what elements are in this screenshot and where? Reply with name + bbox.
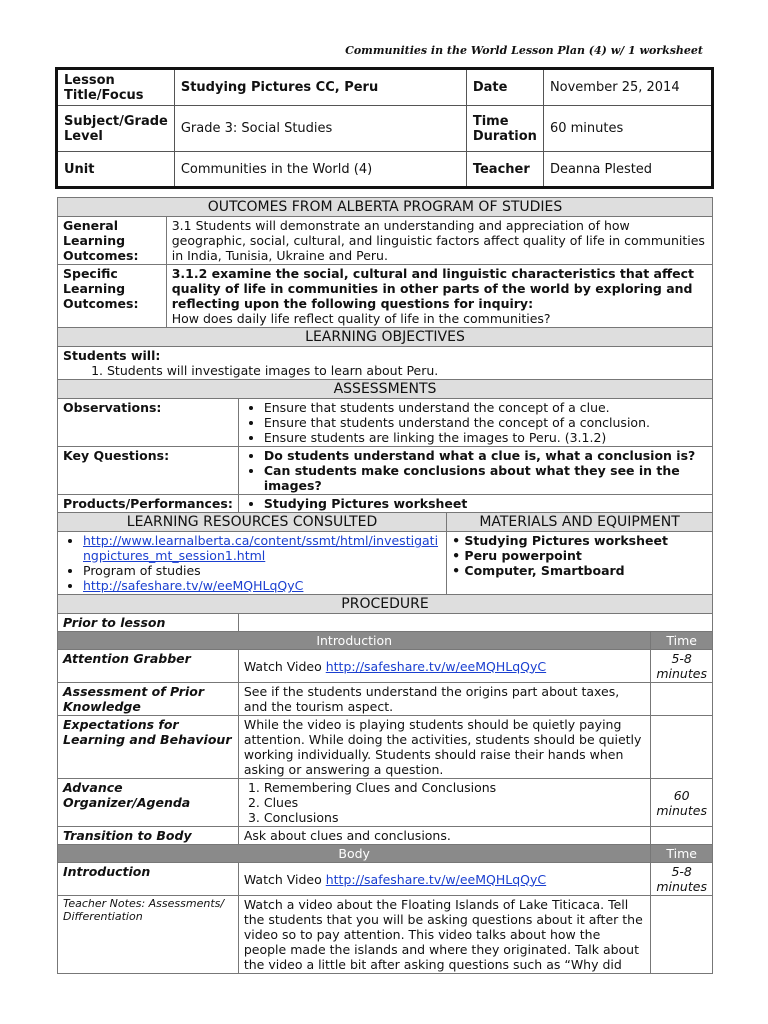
outcomes-heading: OUTCOMES FROM ALBERTA PROGRAM OF STUDIES [58,198,713,217]
products-label: Products/Performances: [58,495,239,513]
subject-value: Grade 3: Social Studies [174,106,466,152]
transition-label: Transition to Body [58,827,239,845]
product-item: • Studying Pictures worksheet [264,496,707,511]
subject-label: Subject/Grade Level [57,106,175,152]
material-item: Peru powerpoint [464,548,582,563]
specific-outcomes-cell [166,265,712,328]
agenda-item: 2. Clues [264,795,645,810]
teacher-value: Deanna Plested [543,152,712,188]
teacher-notes-time [651,896,713,974]
resource-link-safeshare[interactable]: http://safeshare.tv/w/eeMQHLqQyC [83,578,304,593]
observations-cell [238,399,712,447]
resources-heading: LEARNING RESOURCES CONSULTED [58,513,447,532]
prior-label: Prior to lesson [58,614,239,632]
unit-value: Communities in the World (4) [174,152,466,188]
expectations-text: While the video is playing students should be quietly paying attention. While doing the activities, students should be quietly working individually. Students should raise their hands when asking or answering a question. [238,716,650,779]
prior-cell [238,614,712,632]
observation-item: • Ensure students are linking the images to Peru. (3.1.2) [264,430,707,445]
lesson-title-value: Studying Pictures CC, Peru [174,69,466,106]
general-outcomes-text: 3.1 Students will demonstrate an understanding and appreciation of how geographic, social, cultural, and linguistic factors affect quality of life in communities in India, Tunisia, Ukraine and Peru. [166,217,712,265]
resource-item: • Program of studies [83,563,441,578]
time-duration-value: 60 minutes [543,106,712,152]
key-question-item: • Do students understand what a clue is, what a conclusion is? [264,448,707,463]
key-question-item: • Can students make conclusions about what they see in the images? [264,463,707,493]
time-duration-label: Time Duration [466,106,543,152]
time-bar-body: Time [651,845,713,863]
video-link[interactable]: http://safeshare.tv/w/eeMQHLqQyC [325,871,547,887]
teacher-notes-label: Teacher Notes: Assessments/ Differentiation [58,896,239,974]
teacher-label: Teacher [466,152,543,188]
products-cell [238,495,712,513]
general-outcomes-label: General Learning Outcomes: [58,217,167,265]
attention-time: 5-8 minutes [651,650,713,683]
time-bar: Time [651,632,713,650]
lesson-plan-table [57,197,713,974]
unit-label: Unit [57,152,175,188]
objective-item: 1. Students will investigate images to learn about Peru. [107,363,707,378]
video-link[interactable]: http://safeshare.tv/w/eeMQHLqQyC [325,658,547,674]
attention-grabber-label: Attention Grabber [58,650,239,683]
body-introduction-label: Introduction [58,863,239,896]
transition-text: Ask about clues and conclusions. [238,827,650,845]
attention-grabber-cell [238,650,650,683]
observation-item: • Ensure that students understand the concept of a conclusion. [264,415,707,430]
date-value: November 25, 2014 [543,69,712,106]
watch-video-text: Watch Video [243,871,326,887]
prior-knowledge-label: Assessment of Prior Knowledge [58,683,239,716]
material-item: Computer, Smartboard [464,563,625,578]
specific-outcomes-label: Specific Learning Outcomes: [58,265,167,328]
date-label: Date [466,69,543,106]
materials-heading: MATERIALS AND EQUIPMENT [447,513,713,532]
key-questions-cell [238,447,712,495]
materials-cell: • Studying Pictures worksheet • Peru powerpoint • Computer, Smartboard [447,532,713,595]
specific-outcomes-question: How does daily life reflect quality of life in the communities? [171,311,551,326]
body-introduction-cell [238,863,650,896]
objectives-heading: LEARNING OBJECTIVES [58,328,713,347]
agenda-item: 1. Remembering Clues and Conclusions [264,780,645,795]
watch-video-text: Watch Video [243,658,326,674]
procedure-heading: PROCEDURE [58,595,713,614]
teacher-notes-text: Watch a video about the Floating Islands of Lake Titicaca. Tell the students that you will be asking questions about it after the video so to pay attention. This video talks about how the people made the islands and where they originated. Talk about the video a little bit after asking questions such as “Why did [238,896,650,974]
introduction-bar: Introduction [58,632,651,650]
advance-organizer-label: Advance Organizer/Agenda [58,779,239,827]
agenda-item: 3. Conclusions [264,810,645,825]
document-header: Communities in the World Lesson Plan (4) w/ 1 worksheet [345,44,703,57]
expectations-time [651,716,713,779]
lesson-info-table [55,67,714,189]
assessments-heading: ASSESSMENTS [58,380,713,399]
lesson-title-label: Lesson Title/Focus [57,69,175,106]
advance-time: 60 minutes [651,779,713,827]
objectives-cell [58,347,713,380]
body-bar: Body [58,845,651,863]
objectives-lead: Students will: [63,348,161,363]
specific-outcomes-text: 3.1.2 examine the social, cultural and linguistic characteristics that affect quality of life in communities in other parts of the world by exploring and reflecting upon the following questions for inquiry: [171,266,694,311]
observations-label: Observations: [58,399,239,447]
material-item: Studying Pictures worksheet [464,533,668,548]
transition-time [651,827,713,845]
key-questions-label: Key Questions: [58,447,239,495]
prior-knowledge-text: See if the students understand the origins part about taxes, and the tourism aspect. [238,683,650,716]
expectations-label: Expectations for Learning and Behaviour [58,716,239,779]
resources-cell [58,532,447,595]
body-introduction-time: 5-8 minutes [651,863,713,896]
agenda-cell [238,779,650,827]
prior-knowledge-time [651,683,713,716]
observation-item: • Ensure that students understand the concept of a clue. [264,400,707,415]
resource-link-learnalberta[interactable]: http://www.learnalberta.ca/content/ssmt/html/investigatingpictures_mt_session1.html [83,533,439,563]
